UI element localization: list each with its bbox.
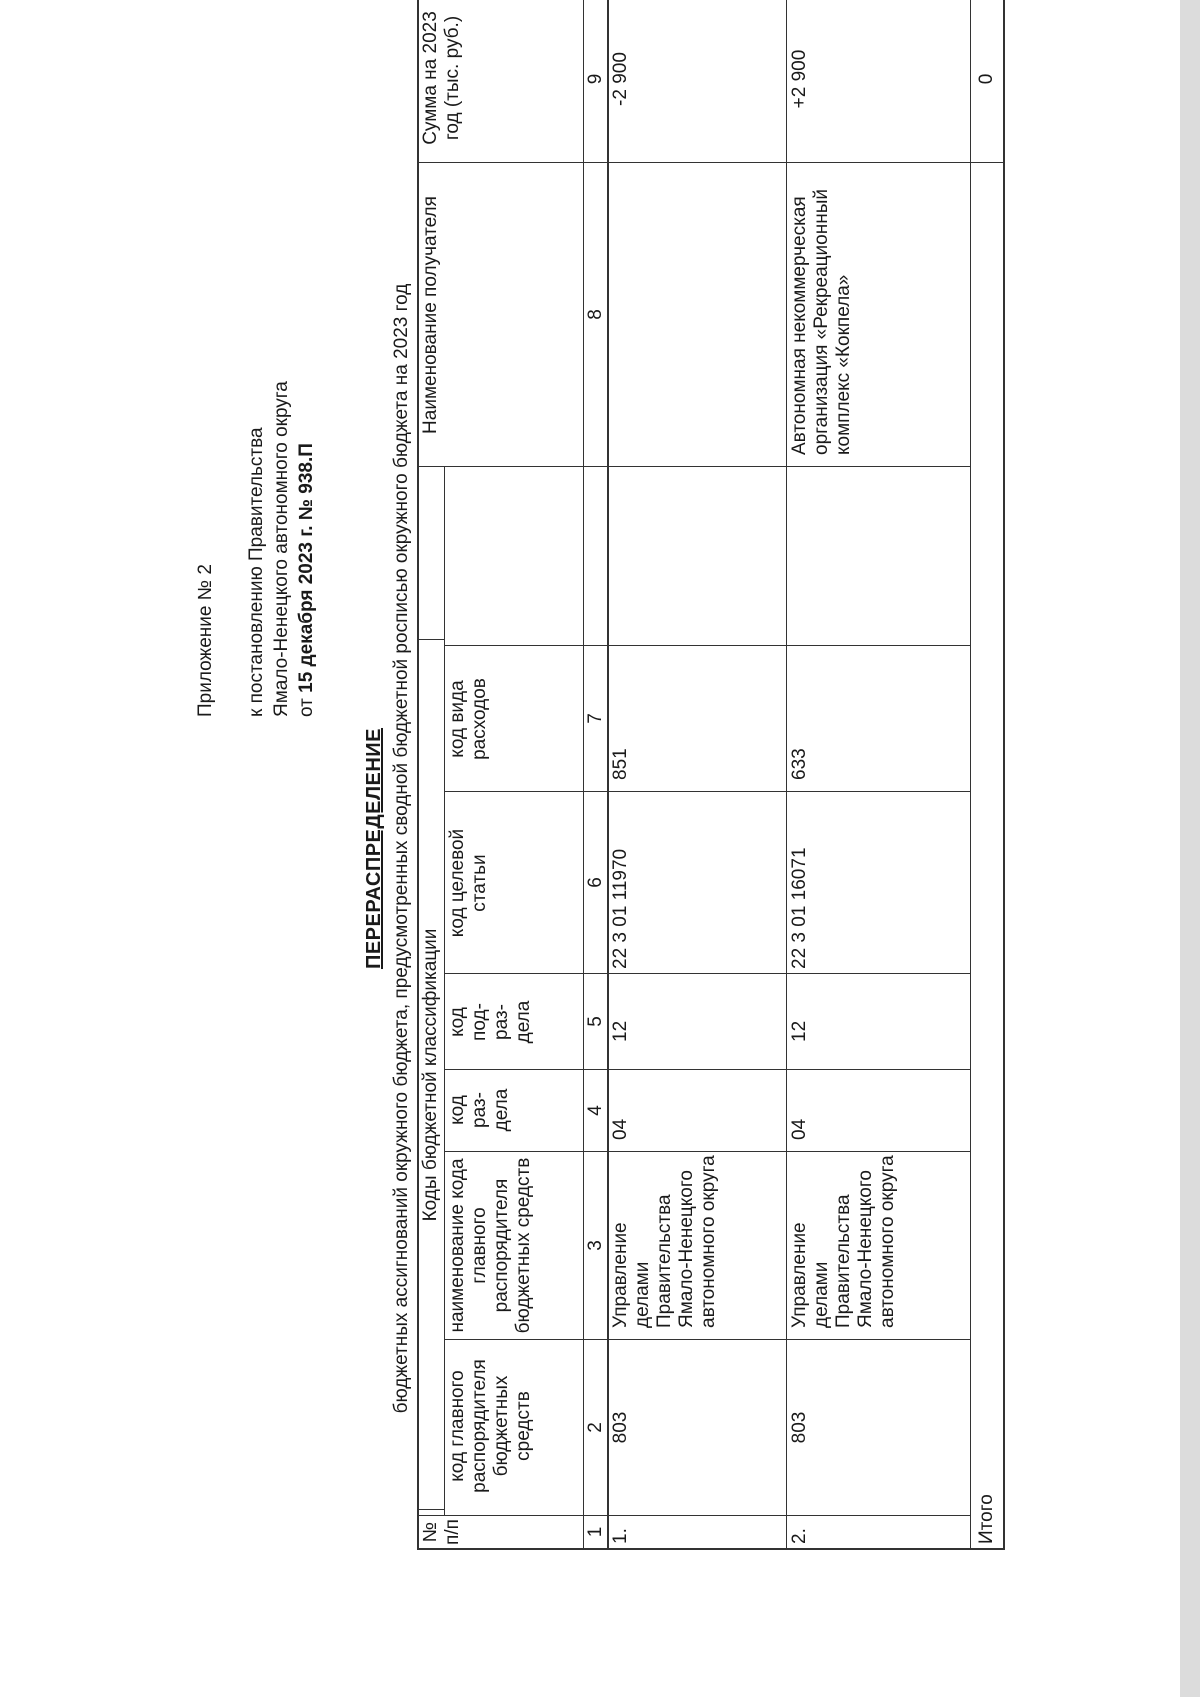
col-number: 8 <box>585 309 606 320</box>
row-2-section: 04 <box>789 1118 810 1140</box>
document-subtitle: бюджетных ассигнований окружного бюджета, предусмотренных сводной бюджетной росписью окружного бюджета на 2023 год <box>391 283 412 1414</box>
row-2-expense-type: 633 <box>789 748 810 780</box>
header-grbs-code: код главного распорядителя бюджетных средств <box>447 1359 534 1493</box>
row-2-subsection: 12 <box>789 1020 810 1042</box>
row-2-grbs-name: Управление делами Правительства Ямало-Ненецкого автономного округа <box>789 1155 898 1328</box>
row-1-amount: -2 900 <box>610 52 631 106</box>
resolution-date-prefix: от <box>296 692 317 717</box>
col-divider-1 <box>417 1515 970 1516</box>
row-1-target: 22 3 01 11970 <box>610 848 631 969</box>
resolution-line-1: к постановлению Правительства <box>246 427 267 717</box>
col-divider-8 <box>417 466 970 467</box>
codes-group-divider <box>444 467 445 1516</box>
table-border-top <box>417 0 419 1550</box>
col-divider-7 <box>444 645 970 646</box>
header-bottom-line <box>583 0 584 1550</box>
col-divider-5 <box>444 973 970 974</box>
row-1-subsection: 12 <box>610 1020 631 1042</box>
header-num: № п/п <box>420 1519 463 1545</box>
col-number: 3 <box>585 1240 606 1251</box>
row-2-amount: +2 900 <box>789 49 810 109</box>
resolution-reference <box>244 381 319 717</box>
redistribution-table <box>417 0 1005 1550</box>
total-label: Итого <box>976 1494 997 1544</box>
header-amount: Сумма на 2023 год (тыс. руб.) <box>420 11 463 145</box>
col-number: 5 <box>585 1016 606 1027</box>
col-number: 6 <box>585 877 606 888</box>
col-number: 7 <box>585 713 606 724</box>
row-1-expense-type: 851 <box>610 748 631 780</box>
header-section: код раз-дела <box>447 1088 512 1132</box>
resolution-line-3 <box>294 381 319 717</box>
header-expense-type: код вида расходов <box>447 678 490 760</box>
row-2-num: 2. <box>789 1528 810 1544</box>
col-number: 2 <box>585 1422 606 1433</box>
row-1-grbs-name: Управление делами Правительства Ямало-Ненецкого автономного округа <box>610 1155 719 1328</box>
col-numbers-bottom-line <box>607 0 609 1550</box>
col-number: 9 <box>585 73 606 85</box>
row-2-target: 22 3 01 16071 <box>789 847 810 969</box>
col-number: 4 <box>585 1105 606 1116</box>
col-number: 1 <box>585 1526 606 1538</box>
table-border-bottom <box>1003 0 1005 1550</box>
appendix-title: Приложение № 2 <box>195 564 216 717</box>
header-recipient: Наименование получателя <box>420 196 441 434</box>
table-border-left <box>417 1548 1005 1550</box>
document-title: ПЕРЕРАСПРЕДЕЛЕНИЕ <box>363 727 385 970</box>
row-1-bottom-line <box>786 0 787 1550</box>
total-amount: 0 <box>976 73 997 85</box>
header-target: код целевой статьи <box>447 828 490 938</box>
col-divider-6 <box>444 791 970 792</box>
row-2-grbs-code: 803 <box>789 1411 810 1444</box>
resolution-line-2: Ямало-Ненецкого автономного округа <box>271 381 292 717</box>
header-codes-group: Коды бюджетной классификации <box>420 928 441 1222</box>
header-grbs-name: наименование кода главного распорядителя бюджетных средств <box>447 1157 534 1334</box>
resolution-date-number: 15 декабря 2023 г. № 938.П <box>296 443 317 693</box>
header-subsection: код под-раз-дела <box>447 1000 534 1044</box>
row-1-grbs-code: 803 <box>610 1411 631 1444</box>
row-2-recipient: Автономная некоммерческая организация «Рекреационный комплекс «Кокпела» <box>789 189 854 455</box>
row-1-num: 1. <box>610 1528 631 1544</box>
col-divider-9 <box>417 162 1005 163</box>
row-1-section: 04 <box>610 1118 631 1140</box>
col-divider-4 <box>444 1069 970 1070</box>
row-2-bottom-line <box>970 0 971 1550</box>
